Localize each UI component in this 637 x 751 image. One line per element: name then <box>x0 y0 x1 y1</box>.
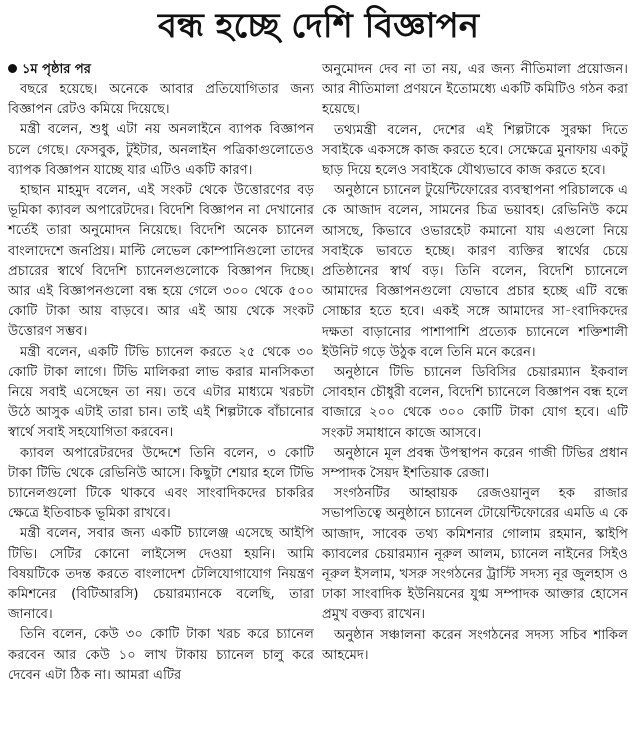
paragraph: অনুষ্ঠানে টিভি চ্যানেল ডিবিসির চেয়ারম্যান ইকবাল সোবহান চৌধুরী বলেন, বিদেশি চ্যানেলে বিজ্ঞাপন বন্ধ হলে বাজারে ২০০ থেকে ৩০০ কোটি টাকা যোগ হবে। এটি সংকট সমাধানে কাজে আসবে। <box>322 365 628 441</box>
paragraph: মন্ত্রী বলেন, সবার জন্য একটি চ্যালেঞ্জ এসেছে আইপি টিভি। সেটির কোনো লাইসেন্স দেওয়া হয়নি। আমি বিষয়টিকে তদন্ত করতে বাংলাদেশ টেলিযোগাযোগ নিয়ন্ত্রণ কমিশনের (বিটিআরসি) চেয়ারম্যানকে বলেছি, তারা জানাবে। <box>8 526 314 623</box>
paragraph: বছরে হয়েছে। অনেকে আবার প্রতিযোগিতার জন্য বিজ্ঞাপন রেটও কমিয়ে দিয়েছে। <box>8 82 314 118</box>
paragraph: তথ্যমন্ত্রী বলেন, দেশের এই শিল্পটাকে সুরক্ষা দিতে সবাইকে একসঙ্গে কাজ করতে হবে। সেক্ষেত্রে মুনাফায় একটু ছাড় দিয়ে হলেও সবাইকে যৌথ্যভাবে কাজ করতে হবে। <box>322 122 628 179</box>
right-column <box>322 60 628 666</box>
paragraph: মন্ত্রী বলেন, শুধু এটা নয় অনলাইনে ব্যাপক বিজ্ঞাপন চলে গেছে। ফেসবুক, টুইটার, অনলাইন পত্রিকাগুলোতেও ব্যাপক বিজ্ঞাপন যাচ্ছে যার এটিও একটি কারণ। <box>8 122 314 178</box>
continuation-marker <box>8 60 314 80</box>
paragraph: সংগঠনটির আহ্বায়ক রেজওয়ানুল হক রাজার সভাপতিত্বে অনুষ্ঠানে চ্যানেল টোয়েন্টিফোরের এমডি এ কে আজাদ, সাবেক তথ্য কমিশনার গোলাম রহমান, স্কাইপি ক্যাবলের চেয়ারম্যান নূরুল আলম, চ্যানেল নাইনের সিইও নূরুল ইসলাম, খসরু সংগঠনের ট্রাস্টি সদস্য নূর জুলহাস ও ঢাকা সাংবাদিক ইউনিয়নের যুগ্ম সম্পাদক আক্তার হোসেন প্রমুখ বক্তব্য রাখেন। <box>322 486 628 623</box>
left-column <box>8 60 314 686</box>
paragraph: অনুষ্ঠানে মূল প্রবন্ধ উপস্থাপন করেন গাজী টিভির প্রধান সম্পাদক সৈয়দ ইশতিয়াক রেজা। <box>322 445 628 482</box>
article-headline: বন্ধ হচ্ছে দেশি বিজ্ঞাপন <box>158 6 479 46</box>
paragraph: অনুষ্ঠান সঞ্চালনা করেন সংগঠনের সদস্য সচিব শাকিল আহমেদ। <box>322 627 628 663</box>
paragraph: ক্যাবল অপারেটরদের উদ্দেশে তিনি বলেন, ৩ কোটি টাকা টিভি থেকে রেভিনিউ আসে। কিছুটা শেয়ার হলে টিভি চ্যানেলগুলো টিকে থাকবে এবং সাংবাদিকদের চাকরির ক্ষেত্রে ইতিবাচক ভূমিকা রাখবে। <box>8 445 314 522</box>
paragraph: অনুমোদন দেব না তা নয়, এর জন্য নীতিমালা প্রয়োজন। আর নীতিমালা প্রণয়নে ইতোমধ্যে একটি কমিটিও গঠন করা হয়েছে। <box>322 62 628 118</box>
paragraph: তিনি বলেন, কেউ ৩০ কোটি টাকা খরচ করে চ্যানেল করবেন আর কেউ ১০ লাখ টাকায় চ্যানেল চালু করে দেবেন এটা ঠিক না। আমরা এটির <box>8 627 314 683</box>
paragraph: হাছান মাহমুদ বলেন, এই সংকট থেকে উত্তোরণের বড় ভূমিকা ক্যাবল অপারেটদের। বিদেশি বিজ্ঞাপন না দেখানোর শর্তেই তারা অনুমোদন নিয়েছে। বিদেশি অনেক চ্যানেল বাংলাদেশে জনপ্রিয়। মাল্টি লেভেল কোম্পানিগুলো তাদের প্রচারের স্বার্থে বিদেশি চ্যানেলগুলোকে বিজ্ঞাপন দিচ্ছে। আর এই বিজ্ঞাপনগুলো বন্ধ হয়ে গেলে ৩০০ থেকে ৫০০ কোটি টাকা আয় বাড়বে। আর এই আয় থেকে সংকট উত্তোরণ সম্ভব। <box>8 183 314 340</box>
continuation-label: ১ম পৃষ্ঠার পর <box>22 62 91 77</box>
paragraph: অনুষ্ঠানে চ্যানেল টুয়েন্টিফোরের ব্যবস্থাপনা পরিচালকে এ কে আজাদ বলেন, সামনের চিত্র ভয়াবহ। রেভিনিউ কমে আসছে, কিভাবে ওভারহেট কমানো যায় এগুলো নিয়ে সবাইকে ভাবতে হচ্ছে। কারণ ব্যক্তির স্বার্থের চেয়ে প্রতিষ্ঠানের স্বার্থ বড়। তিনি বলেন, বিদেশি চ্যানেলে আমাদের বিজ্ঞাপনগুলো যেভাবে প্রচার হচ্ছে এটি বন্ধে সোচ্চার হতে হবে। একই সঙ্গে আমাদের সা-ংবাদিকদের দক্ষতা বাড়ানোর পাশাপাশি প্রত্যেক চ্যানেলে শক্তিশালী ইউনিট গড়ে উঠুক বলে তিনি মনে করেন। <box>322 183 628 360</box>
bullet-icon <box>8 64 17 73</box>
paragraph: মন্ত্রী বলেন, একটি টিভি চ্যানেল করতে ২৫ থেকে ৩০ কোটি টাকা লাগে। টিভি মালিকরা লাভ করার মানসিকতা নিয়ে সবাই এসেছেন তা নয়। তবে এটার মাধ্যমে খরচটা উঠে আসুক এটাই তারা চান। তাই এই শিল্পটাকে বাঁচানোর স্বার্থে সবাই সহযোগিতা করবেন। <box>8 344 314 441</box>
